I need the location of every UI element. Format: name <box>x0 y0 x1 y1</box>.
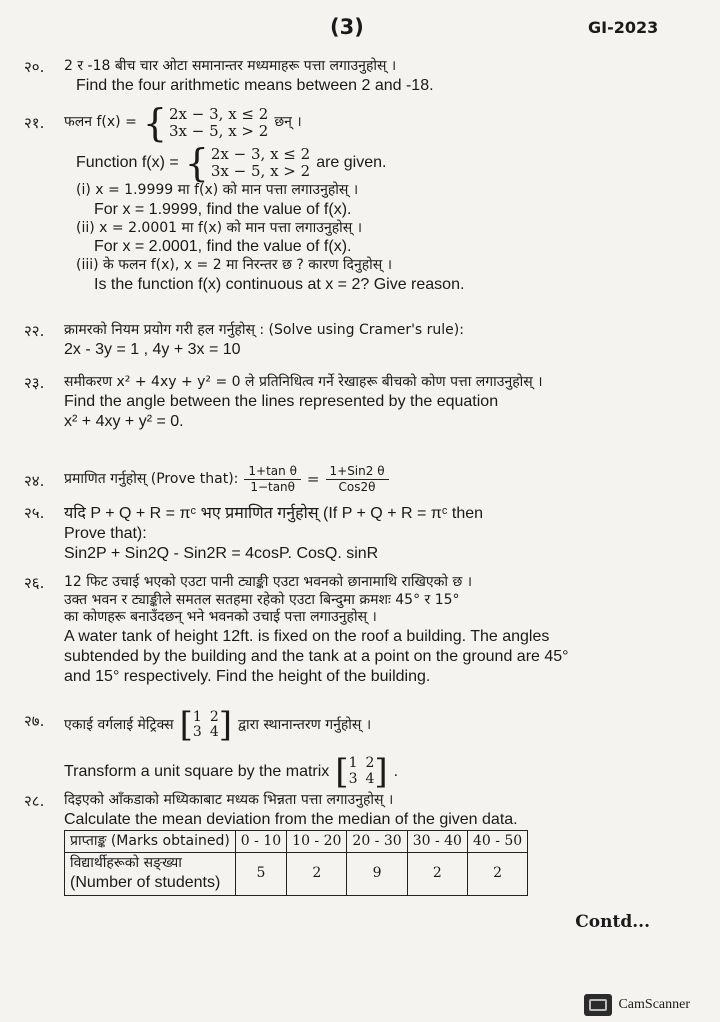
table-cell: 30 - 40 <box>407 830 467 853</box>
question-number: २६. <box>24 574 45 592</box>
matrix-cell: 4 <box>209 724 219 741</box>
matrix-cell: 1 <box>348 755 358 772</box>
question-number: २७. <box>24 712 45 730</box>
page-number: (3) <box>330 15 364 39</box>
equations: 2x - 3y = 1 , 4y + 3x = 10 <box>64 340 241 358</box>
rhs-fraction <box>326 464 389 495</box>
row-label-np: विद्यार्थीहरूको सङ्ख्या <box>70 855 182 871</box>
row-label-en: (Number of students) <box>70 873 221 891</box>
question-26 <box>24 574 678 687</box>
table-cell: 2 <box>287 853 347 896</box>
table-row <box>65 830 528 853</box>
question-text-np: समीकरण x² + 4xy + y² = 0 ले प्रतिनिधित्व गर्ने रेखाहरू बीचको कोण पत्ता लगाउनुहोस् । <box>64 374 543 390</box>
question-en-3: and 15° respectively. Find the height of the building. <box>64 667 431 685</box>
camscanner-watermark <box>584 994 690 1016</box>
table-cell: 5 <box>235 853 286 896</box>
continued-label: Contd... <box>575 912 650 932</box>
question-text: प्रमाणित गर्नुहोस् (Prove that): <box>64 470 239 487</box>
question-21 <box>24 101 678 295</box>
camscanner-logo-icon <box>584 994 612 1016</box>
question-number: २०. <box>24 58 45 76</box>
question-number: २३. <box>24 374 45 392</box>
watermark-text: CamScanner <box>618 997 690 1013</box>
question-text-en: Find the angle between the lines represented by the equation <box>64 392 499 410</box>
question-np <box>64 704 678 747</box>
question-number: २८. <box>24 792 45 810</box>
part-iii-en: Is the function f(x) continuous at x = 2? Give reason. <box>94 275 465 293</box>
case-1: 2x − 3, x ≤ 2 <box>169 104 269 123</box>
table-cell: 2 <box>407 853 467 896</box>
question-24 <box>24 464 678 495</box>
rhs-numerator: 1+Sin2 θ <box>326 464 389 480</box>
question-np-3: का कोणहरू बनाउँदछन् भने भवनको उचाई पत्ता लगाउनुहोस् । <box>64 609 377 625</box>
data-table <box>64 830 528 896</box>
question-number: २२. <box>24 322 45 340</box>
lhs-denominator: 1−tanθ <box>250 480 296 494</box>
matrix-cell: 1 <box>192 708 202 725</box>
part-i-en: For x = 1.9999, find the value of f(x). <box>94 200 352 218</box>
question-line-1: यदि P + Q + R = πᶜ भए प्रमाणित गर्नुहोस् (If P + Q + R = πᶜ then <box>64 505 484 522</box>
suffix-en: . <box>393 762 399 780</box>
part-iii-np: (iii) के फलन f(x), x = 2 मा निरन्तर छ ? कारण दिनुहोस् । <box>76 257 393 273</box>
function-definition-np: फलन f(x) = { 2x − 3, x ≤ 2 3x − 5, x > 2 छन् । <box>64 101 302 145</box>
question-line-2: Prove that): <box>64 525 147 542</box>
question-en <box>64 751 678 794</box>
part-i-np: (i) x = 1.9999 मा f(x) को मान पत्ता लगाउनुहोस् । <box>76 182 359 198</box>
matrix-cell: 3 <box>348 770 358 787</box>
question-text-en: Find the four arithmetic means between 2 and -18. <box>76 76 434 94</box>
table-cell: 10 - 20 <box>287 830 347 853</box>
question-number: २५. <box>24 504 45 522</box>
question-number: २४. <box>24 472 45 490</box>
equation: x² + 4xy + y² = 0. <box>64 412 184 430</box>
question-en-2: subtended by the building and the tank at a point on the ground are 45° <box>64 647 569 665</box>
table-cell: 9 <box>347 853 407 896</box>
row-label: प्राप्ताङ्क (Marks obtained) <box>65 830 236 853</box>
matrix: [ 1 2 3 4 ] <box>179 705 232 745</box>
question-en-1: A water tank of height 12ft. is fixed on the roof a building. The angles <box>64 627 550 645</box>
table-row <box>65 853 528 896</box>
prefix-en: Transform a unit square by the matrix <box>64 762 330 780</box>
equals-sign: = <box>306 470 320 489</box>
case-1: 2x − 3, x ≤ 2 <box>210 144 311 163</box>
table-cell: 0 - 10 <box>235 830 286 853</box>
exam-code: GI-2023 <box>588 18 659 37</box>
function-suffix: छन् । <box>274 114 302 131</box>
question-np-2: उक्त भवन र ट्याङ्कीले समतल सतहमा रहेको एउटा बिन्दुमा क्रमशः 45° र 15° <box>64 591 460 608</box>
question-en: Calculate the mean deviation from the median of the given data. <box>64 810 518 828</box>
matrix-cell: 4 <box>365 770 375 787</box>
question-line-3: Sin2P + Sin2Q - Sin2R = 4cosP. CosQ. sinR <box>64 545 379 562</box>
part-ii-en: For x = 2.0001, find the value of f(x). <box>94 238 352 255</box>
question-np-1: 12 फिट उचाई भएको एउटा पानी ट्याङ्की एउटा भवनको छानामाथि राखिएको छ । <box>64 574 473 590</box>
table-cell: 20 - 30 <box>347 830 407 853</box>
question-23 <box>24 374 678 432</box>
question-text: क्रामरको नियम प्रयोग गरी हल गर्नुहोस् : (Solve using Cramer's rule): <box>64 322 464 338</box>
question-27 <box>24 704 678 793</box>
function-label: फलन f(x) = <box>64 114 137 131</box>
matrix-cell: 2 <box>365 755 375 772</box>
suffix-np: द्वारा स्थानान्तरण गर्नुहोस् । <box>238 716 372 733</box>
table-cell: 40 - 50 <box>467 830 527 853</box>
matrix-cell: 2 <box>209 708 219 725</box>
question-np: दिइएको आँकडाको मध्यिकाबाट मध्यक भिन्नता पत्ता लगाउनुहोस् । <box>64 792 394 808</box>
case-2: 3x − 5, x > 2 <box>210 162 311 180</box>
matrix: [ 1 2 3 4 ] <box>335 751 388 792</box>
prefix-np: एकाई वर्गलाई मेट्रिक्स <box>64 716 174 733</box>
question-22 <box>24 322 678 360</box>
lhs-fraction <box>244 464 301 495</box>
part-ii-np: (ii) x = 2.0001 मा f(x) को मान पत्ता लगाउनुहोस् । <box>76 219 363 236</box>
matrix-cell: 3 <box>192 724 202 741</box>
identity <box>64 464 678 495</box>
function-definition-en: Function f(x) = { 2x − 3, x ≤ 2 3x − 5, x > 2 are given. <box>76 141 387 185</box>
rhs-denominator: Cos2θ <box>338 480 376 494</box>
lhs-numerator: 1+tan θ <box>244 464 301 480</box>
table-cell: 2 <box>467 853 527 896</box>
question-20 <box>24 58 678 96</box>
question-number: २१. <box>24 114 45 132</box>
question-text-np: 2 र -18 बीच चार ओटा समानान्तर मध्यमाहरू पत्ता लगाउनुहोस् । <box>64 58 397 74</box>
row-label <box>65 853 236 896</box>
case-2: 3x − 5, x > 2 <box>169 122 269 140</box>
function-suffix-en: are given. <box>316 154 387 171</box>
question-25 <box>24 504 678 564</box>
question-28 <box>24 792 678 896</box>
function-label-en: Function f(x) = <box>76 154 179 171</box>
